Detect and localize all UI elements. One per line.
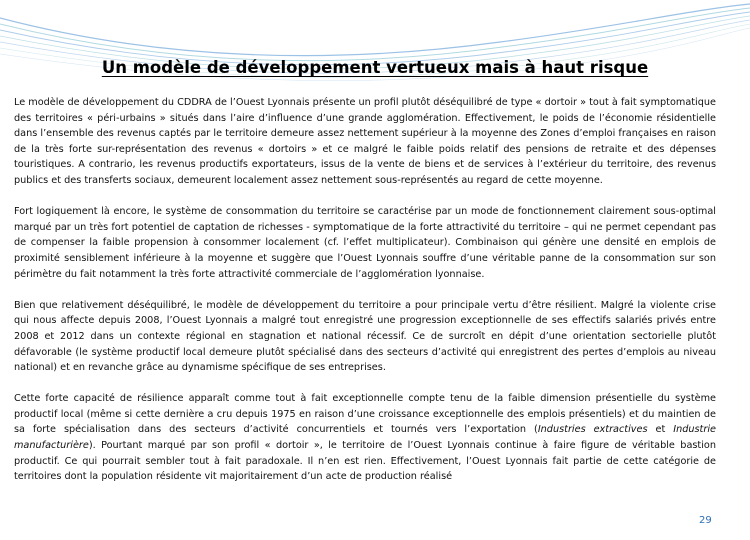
italic-term-industrie-manufacturiere: Industrie manufacturière <box>14 424 716 452</box>
italic-term-industries-extractives: Industries extractives <box>537 424 648 436</box>
paragraph-3: Bien que relativement déséquilibré, le modèle de développement du territoire a pour principale vertu d’être résilient. Malgré la violente crise qui nous affecte depuis 2008, l’Ouest Lyonnais a malgré tout enregistré une progression exceptionnelle de ses effectifs salariés privés entre 2008 et 2012 dans un contexte régional en stagnation et national récessif. Ce de surcroît en dépit d’une orientation sectorielle plutôt défavorable (le système productif local demeure plutôt spécialisé dans des secteurs d’activité qui enregistrent des pertes d’emplois au niveau national) et en revanche grâce au dynamisme spécifique de ses entreprises. <box>14 299 716 374</box>
page-number: 29 <box>699 515 712 526</box>
slide-body-text <box>14 95 716 485</box>
slide-title: Un modèle de développement vertueux mais à haut risque <box>101 58 649 77</box>
paragraph-4: Cette forte capacité de résilience apparaît comme tout à fait exceptionnelle compte tenu de la faible dimension présentielle du système productif local (même si cette dernière a cru depuis 1975 en raison d’une croissance exceptionnelle des emplois présentiels) et du maintien de sa forte spécialisation dans des secteurs d’activité concurrentiels et tournés vers l’exportation (Industries extractives et Industrie manufacturière). Pourtant marqué par son profil « dortoir », le territoire de l’Ouest Lyonnais continue à faire figure de véritable bastion productif. Ce qui pourrait sembler tout à fait paradoxale. Il n’en est rien. Effectivement, l’Ouest Lyonnais fait partie de cette catégorie de territoires dont la population résidente vit majoritairement d’un acte de production réalisé <box>14 393 716 483</box>
paragraph-1: Le modèle de développement du CDDRA de l’Ouest Lyonnais présente un profil plutôt déséquilibré de type « dortoir » tout à fait symptomatique des territoires « péri-urbains » situés dans l’aire d’influence d’une grande agglomération. Effectivement, le poids de l’économie résidentielle dans l’ensemble des revenus captés par le territoire demeure assez nettement supérieur à la moyenne des Zones d’emploi françaises en raison de la très forte sur-représentation des revenus « dortoirs » et ce malgré le faible poids relatif des pensions de retraite et des dépenses touristiques. A contrario, les revenus productifs exportateurs, issus de la vente de biens et de services à l’extérieur du territoire, des revenus publics et des transferts sociaux, demeurent localement assez nettement sous-représentés au regard de cette moyenne. <box>14 97 716 186</box>
paragraph-2: Fort logiquement là encore, le système de consommation du territoire se caractérise par un mode de fonctionnement clairement sous-optimal marqué par un très fort potentiel de captation de richesses - symptomatique de la forte attractivité du territoire – qui ne permet cependant pas de compenser la faible propension à consommer localement (cf. l’effet multiplicateur). Combinaison qui génère une densité en emplois de proximité sensiblement inférieure à la moyenne et suggère que l’Ouest Lyonnais souffre d’une véritable panne de la consommation sur son périmètre du fait notamment la très forte attractivité commerciale de l’agglomération lyonnaise. <box>14 206 716 280</box>
